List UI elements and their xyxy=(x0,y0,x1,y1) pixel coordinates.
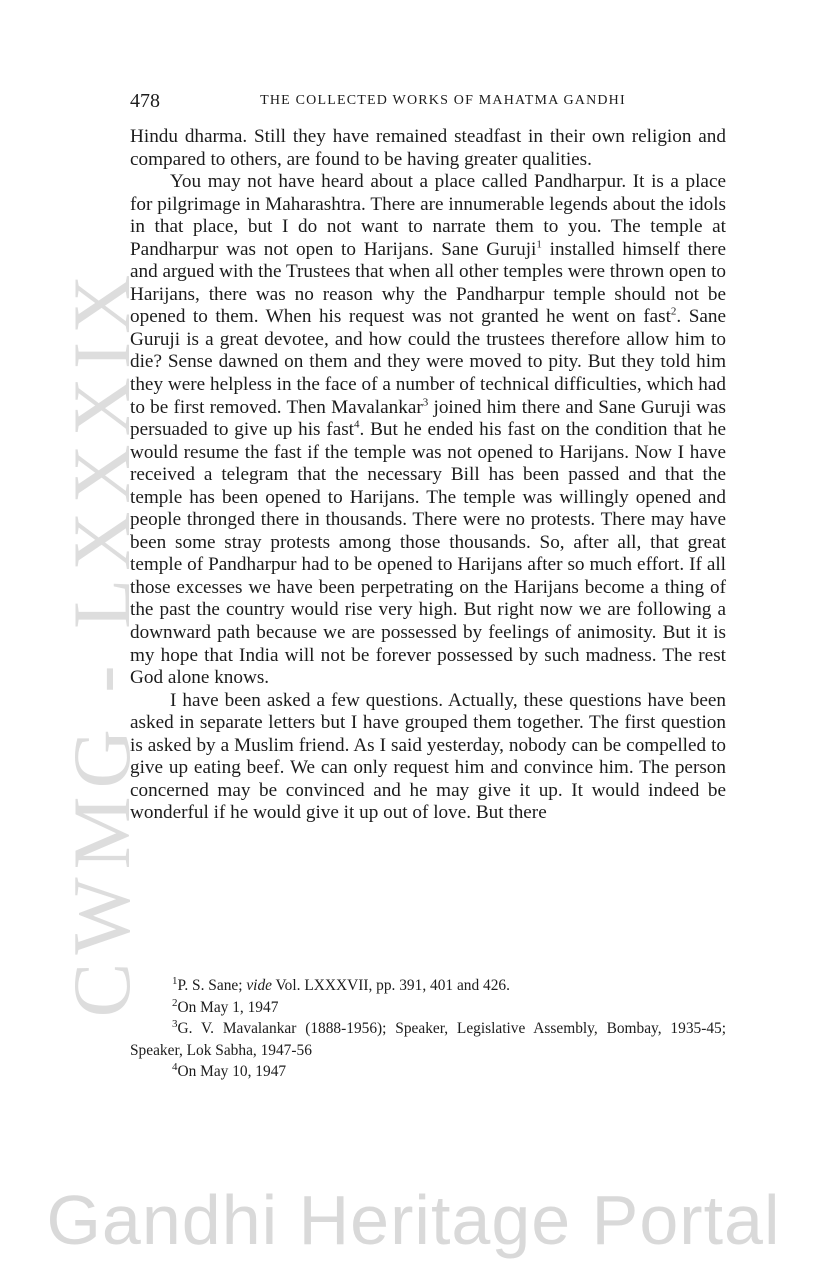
footnotes xyxy=(130,975,726,1083)
paragraph-2-part-a: You may not have heard about a place called Pandharpur. It is a place for pilgrimage in Maharashtra. There are innumerable legends about the idols in that place, but I do not want to narrate them to you. The temple at Pandharpur was not open to Harijans. Sane Guruji xyxy=(130,171,726,260)
footnote-ref-3: 3 xyxy=(422,396,429,409)
footnote-1-text-b: Vol. LXXXVII, pp. 391, 401 and 426. xyxy=(271,977,510,994)
paragraph-3: I have been asked a few questions. Actually, these questions have been asked in separate letters but I have grouped them together. The first question is asked by a Muslim friend. As I said yesterday, nobody can be compelled to give up eating beef. We can only request him and convince him. The person concerned may be convinced and he may give it up. It would indeed be wonderful if he would give it up out of love. But there xyxy=(130,689,726,824)
footnote-2-text: On May 1, 1947 xyxy=(177,998,279,1016)
paragraph-1: Hindu dharma. Still they have remained steadfast in their own religion and compared to others, are found to be having greater qualities. xyxy=(130,126,726,170)
footnote-number-3: 3 xyxy=(172,1018,178,1031)
footnote-1-text-a: P. S. Sane; xyxy=(177,977,247,994)
footnote-1-vide: vide xyxy=(246,977,272,994)
page-header xyxy=(130,90,726,114)
footnote-2 xyxy=(130,997,726,1019)
paragraph-2-part-d: joined him there and Sane Guruji was persuaded to give up his fast xyxy=(130,396,727,441)
footnote-ref-2: 2 xyxy=(670,305,677,318)
footnote-3 xyxy=(130,1018,726,1061)
paragraph-2-part-c: . Sane Guruji is a great devotee, and how could the trustees therefore allow him to die? Sense dawned on them and they were moved to pity. But they told him they were helpless in the face of a number of technical difficulties, which had to be first removed. Then Mavalankar xyxy=(130,306,726,418)
footnote-4-text: On May 10, 1947 xyxy=(177,1063,287,1081)
footnote-4 xyxy=(130,1061,726,1083)
body-text xyxy=(130,126,726,825)
footnote-number-4: 4 xyxy=(172,1061,178,1074)
footnote-3-text: G. V. Mavalankar (1888-1956); Speaker, Legislative Assembly, Bombay, 1935-45; Speaker, Lok Sabha, 1947-56 xyxy=(130,1020,726,1059)
footnote-1 xyxy=(130,975,726,997)
running-title: THE COLLECTED WORKS OF MAHATMA GANDHI xyxy=(260,93,626,108)
footnote-number-2: 2 xyxy=(172,996,178,1009)
side-watermark: CWMG - LXXXIX xyxy=(56,266,147,1018)
page-number: 478 xyxy=(130,90,160,112)
paragraph-2-part-e: . But he ended his fast on the condition that he would resume the fast if the temple was not opened to Harijans. Now I have received a telegram that the necessary Bill has been passed and that the temple has been opened to Harijans. The temple was willingly opened and people thronged there in thousands. There were no protests. There may have been some stray protests among those thousands. So, after all, that great temple of Pandharpur had to be opened to Harijans after so much effort. If all those excesses we have been perpetrating on the Harijans become a thing of the past the country would rise very high. But right now we are following a downward path because we are possessed by feelings of animosity. But it is my hope that India will not be forever possessed by such madness. The rest God alone knows. xyxy=(130,419,727,689)
footnote-ref-4: 4 xyxy=(354,418,360,431)
footnote-number-1: 1 xyxy=(172,974,178,987)
paragraph-2 xyxy=(130,171,726,690)
paragraph-2-part-b: installed himself there and argued with the Trustees that when all other temples were thrown open to Harijans, there was no reason why the Pandharpur temple should not be opened to them. When his request was not granted he went on fast xyxy=(130,238,726,328)
bottom-watermark: Gandhi Heritage Portal xyxy=(46,1181,781,1259)
footnote-ref-1: 1 xyxy=(536,238,542,251)
